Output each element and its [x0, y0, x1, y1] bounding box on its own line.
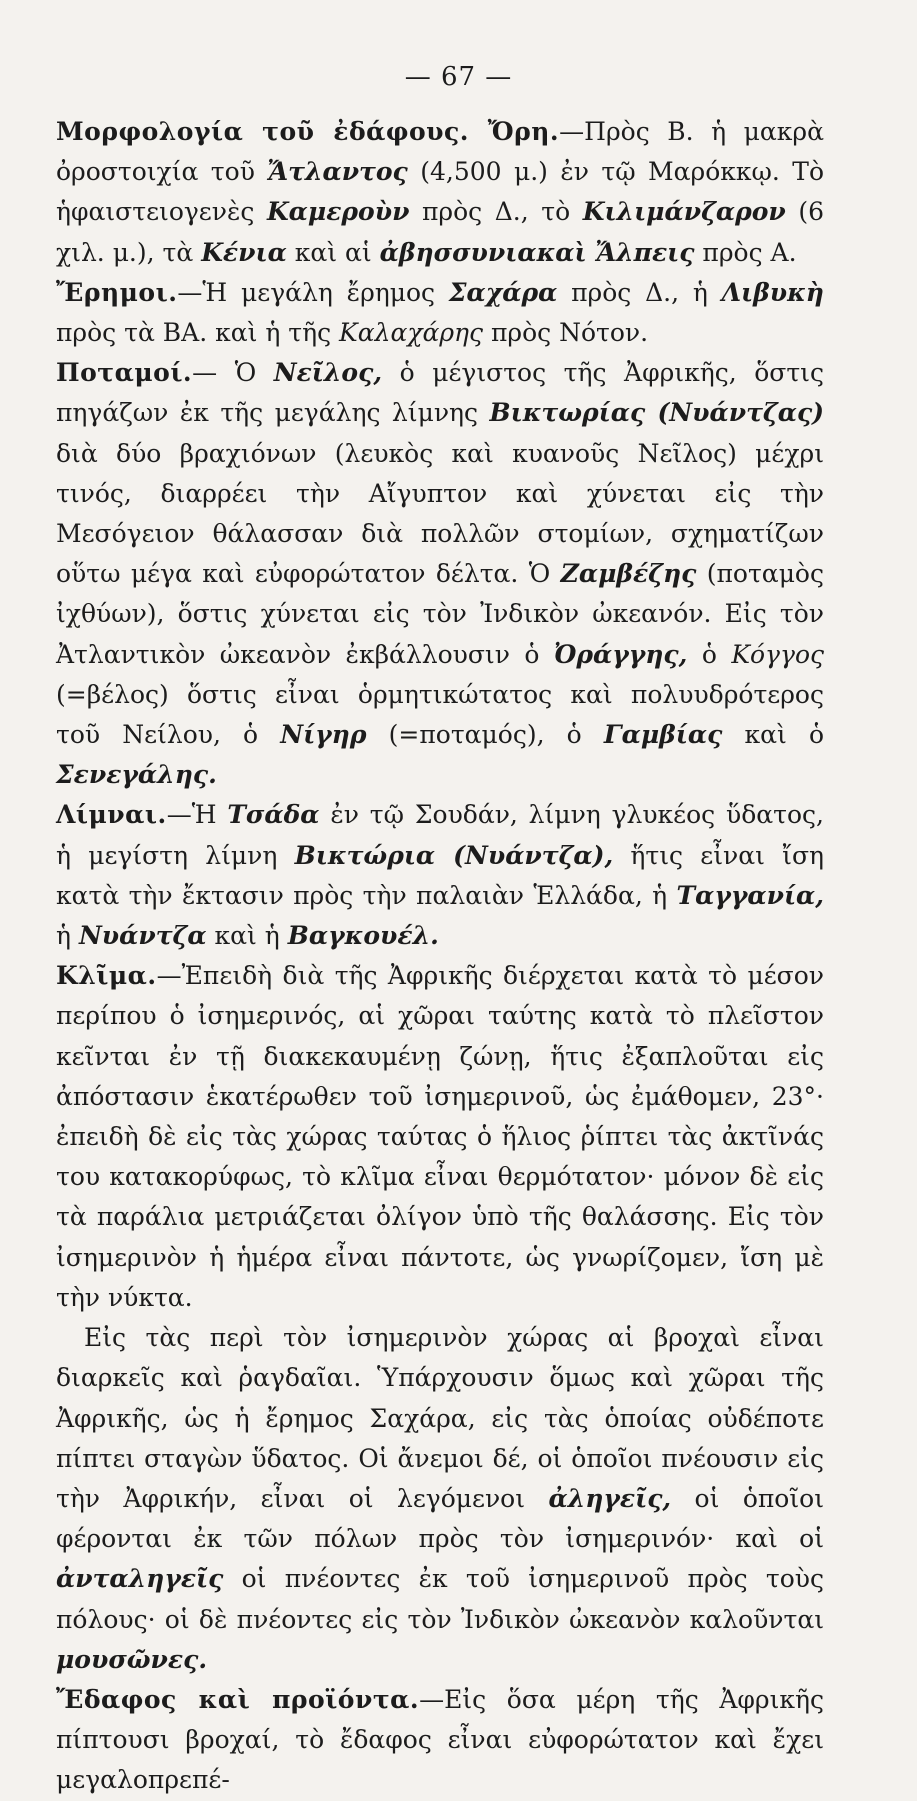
body-text: οἱ πνέοντες ἐκ τοῦ ἰσημερινοῦ πρὸς τοὺς πόλους· οἱ δὲ πνέοντες εἰς τὸν Ἰνδικὸν ὠκεανὸν καλοῦνται — [56, 1564, 824, 1634]
emphasized-term: Ὀράγγης, — [553, 639, 688, 669]
body-text: (4,500 μ.) ἐν τῷ Μαρόκκῳ. Τὸ ἡφαιστειογενὲς — [56, 157, 824, 227]
body-text: —Πρὸς Β. ἡ μακρὰ ὀροστοιχία τοῦ — [56, 117, 824, 187]
body-text: καὶ ἡ — [206, 921, 288, 951]
body-text: —Ἐπειδὴ διὰ τῆς Ἀφρικῆς διέρχεται κατὰ τὸ μέσον περίπου ὁ ἰσημερινός, αἱ χῶραι ταύτης κατὰ τὸ πλεῖστον κεῖνται ἐν τῇ διακεκαυμένῃ ζώνῃ, ἥτις ἐξαπλοῦται εἰς ἀπόστασιν ἑκατέρωθεν τοῦ ἰσημερινοῦ, ὡς ἐμάθομεν, 23°· ἐπειδὴ δὲ εἰς τὰς χώρας ταύτας ὁ ἥλιος ῥίπτει τὰς ἀκτῖνάς του κατακορύφως, τὸ κλῖμα εἶναι θερμότατον· μόνον δὲ εἰς τὰ παράλια μετριάζεται ὀλίγον ὑπὸ τῆς θαλάσσης. Εἰς τὸν ἰσημερινὸν ἡ ἡμέρα εἶναι πάντοτε, ὡς γνωρίζομεν, ἴση μὲ τὴν νύκτα. — [56, 961, 824, 1312]
emphasized-term: Νεῖλος, — [273, 358, 383, 388]
body-text: ἡ — [56, 921, 79, 951]
rains-paragraph — [56, 1318, 824, 1680]
emphasized-term: Κιλιμάνζαρον — [582, 197, 786, 227]
emphasized-term: Βαγκουέλ. — [287, 921, 439, 951]
body-text: ὁ — [687, 639, 732, 669]
body-text: καὶ αἱ — [286, 237, 380, 267]
body-text: — Ὁ — [192, 358, 274, 388]
emphasized-term: Κένια — [201, 237, 287, 267]
rivers-paragraph — [56, 353, 824, 795]
emphasized-term: Κόγγος — [731, 639, 824, 669]
relief-paragraph — [56, 112, 824, 273]
lakes-paragraph — [56, 795, 824, 956]
emphasized-term: Σενεγάλης. — [56, 760, 217, 790]
emphasized-term: Καλαχάρης — [339, 318, 484, 348]
emphasized-term: Γαμβίας — [603, 720, 723, 750]
emphasized-term: Νυάντζα — [78, 921, 207, 951]
page-number: — 67 — — [404, 62, 513, 92]
body-text: Εἰς τὰς περὶ τὸν ἰσημερινὸν χώρας αἱ βροχαὶ εἶναι διαρκεῖς καὶ ῥαγδαῖαι. Ὑπάρχουσιν ὅμως καὶ χῶραι τῆς Ἀφρικῆς, ὡς ἡ ἔρημος Σαχάρα, εἰς τὰς ὁποίας οὐδέποτε πίπτει σταγὼν ὕδατος. Οἱ ἄνεμοι δέ, οἱ ὁποῖοι πνέουσιν εἰς τὴν Ἀφρικήν, εἶναι οἱ λεγόμενοι — [56, 1323, 824, 1513]
body-text: (=ποταμός), ὁ — [366, 720, 604, 750]
body-text: πρὸς τὰ ΒΑ. καὶ ἡ τῆς — [56, 318, 340, 348]
body-text: καὶ ὁ — [722, 720, 824, 750]
section-heading: Κλῖμα. — [56, 961, 157, 991]
emphasized-term: Βικτωρίας (Νυάντζας) — [489, 398, 824, 428]
page-body — [56, 112, 824, 1801]
body-text: πρὸς Δ., ἡ — [557, 277, 722, 307]
section-heading: Ὄρη. — [487, 117, 560, 146]
section-heading: Μορφολογία τοῦ ἐδάφους. — [56, 117, 488, 146]
body-text: ὁ μέγιστος τῆς Ἀφρικῆς, ὅστις πηγάζων ἐκ τῆς μεγάλης λίμνης — [56, 358, 824, 428]
body-text: πρὸς Νότον. — [483, 318, 649, 348]
emphasized-term: Τσάδα — [227, 800, 320, 830]
body-text: (=βέλος) ὅστις εἶναι ὁρμητικώτατος καὶ πολυυδρότερος τοῦ Νείλου, ὁ — [56, 679, 824, 750]
body-text: ἥτις εἶναι ἴση κατὰ τὴν ἔκτασιν πρὸς τὴν παλαιὰν Ἑλλάδα, ἡ — [56, 840, 824, 910]
soil-paragraph — [56, 1680, 824, 1801]
emphasized-term: μουσῶνες. — [56, 1644, 208, 1674]
section-heading: Ἔρημοι. — [56, 277, 178, 307]
deserts-paragraph — [56, 273, 824, 353]
climate-paragraph — [56, 956, 824, 1318]
body-text: (ποταμὸς ἰχθύων), ὅστις χύνεται εἰς τὸν Ἰνδικὸν ὠκεανόν. Εἰς τὸν Ἀτλαντικὸν ὠκεανὸν ἐκβάλλουσιν ὁ — [56, 559, 824, 669]
emphasized-term: Καμεροὺν — [266, 197, 410, 227]
body-text: —Ἡ μεγάλη ἔρημος — [177, 277, 449, 307]
emphasized-term: Ζαμβέζης — [560, 559, 697, 589]
body-text: πρὸς Δ., τὸ — [409, 197, 583, 227]
emphasized-term: Σαχάρα — [448, 277, 558, 307]
body-text: διὰ δύο βραχιόνων (λευκὸς καὶ κυανοῦς Νεῖλος) μέχρι τινός, διαρρέει τὴν Αἴγυπτον καὶ χύνεται εἰς τὴν Μεσόγειον θάλασσαν διὰ πολλῶν στομίων, σχηματίζων οὕτω μέγα καὶ εὐφορώτατον δέλτα. Ὁ — [56, 438, 824, 589]
section-heading: Ἔδαφος καὶ προϊόντα. — [56, 1684, 420, 1714]
emphasized-term: Βικτώρια (Νυάντζα), — [294, 840, 614, 870]
emphasized-term: ἀνταληγεῖς — [56, 1564, 224, 1594]
section-heading: Ποταμοί. — [56, 358, 193, 388]
emphasized-term: Νίγηρ — [280, 720, 367, 750]
body-text: πρὸς Α. — [694, 237, 797, 267]
emphasized-term: ἀβησσυνιακαὶ Ἄλπεις — [379, 237, 695, 267]
body-text: ἐν τῷ Σουδάν, λίμνη γλυκέος ὕδατος, ἡ μεγίστη λίμνη — [56, 800, 824, 870]
body-text: (6 χιλ. μ.), τὰ — [56, 197, 824, 267]
emphasized-term: Ἄτλαντος — [267, 157, 408, 187]
body-text: —Ἡ — [166, 800, 228, 830]
body-text: —Εἰς ὅσα μέρη τῆς Ἀφρικῆς πίπτουσι βροχαί, τὸ ἔδαφος εἶναι εὐφορώτατον καὶ ἔχει μεγαλοπρεπέ- — [56, 1684, 824, 1795]
body-text: οἱ ὁποῖοι φέρονται ἐκ τῶν πόλων πρὸς τὸν ἰσημερινόν· καὶ οἱ — [56, 1483, 825, 1554]
section-heading: Λίμναι. — [56, 800, 167, 830]
emphasized-term: Λιβυκὴ — [721, 277, 824, 307]
emphasized-term: Ταγγανία, — [676, 880, 824, 910]
emphasized-term: ἀληγεῖς, — [548, 1483, 672, 1513]
